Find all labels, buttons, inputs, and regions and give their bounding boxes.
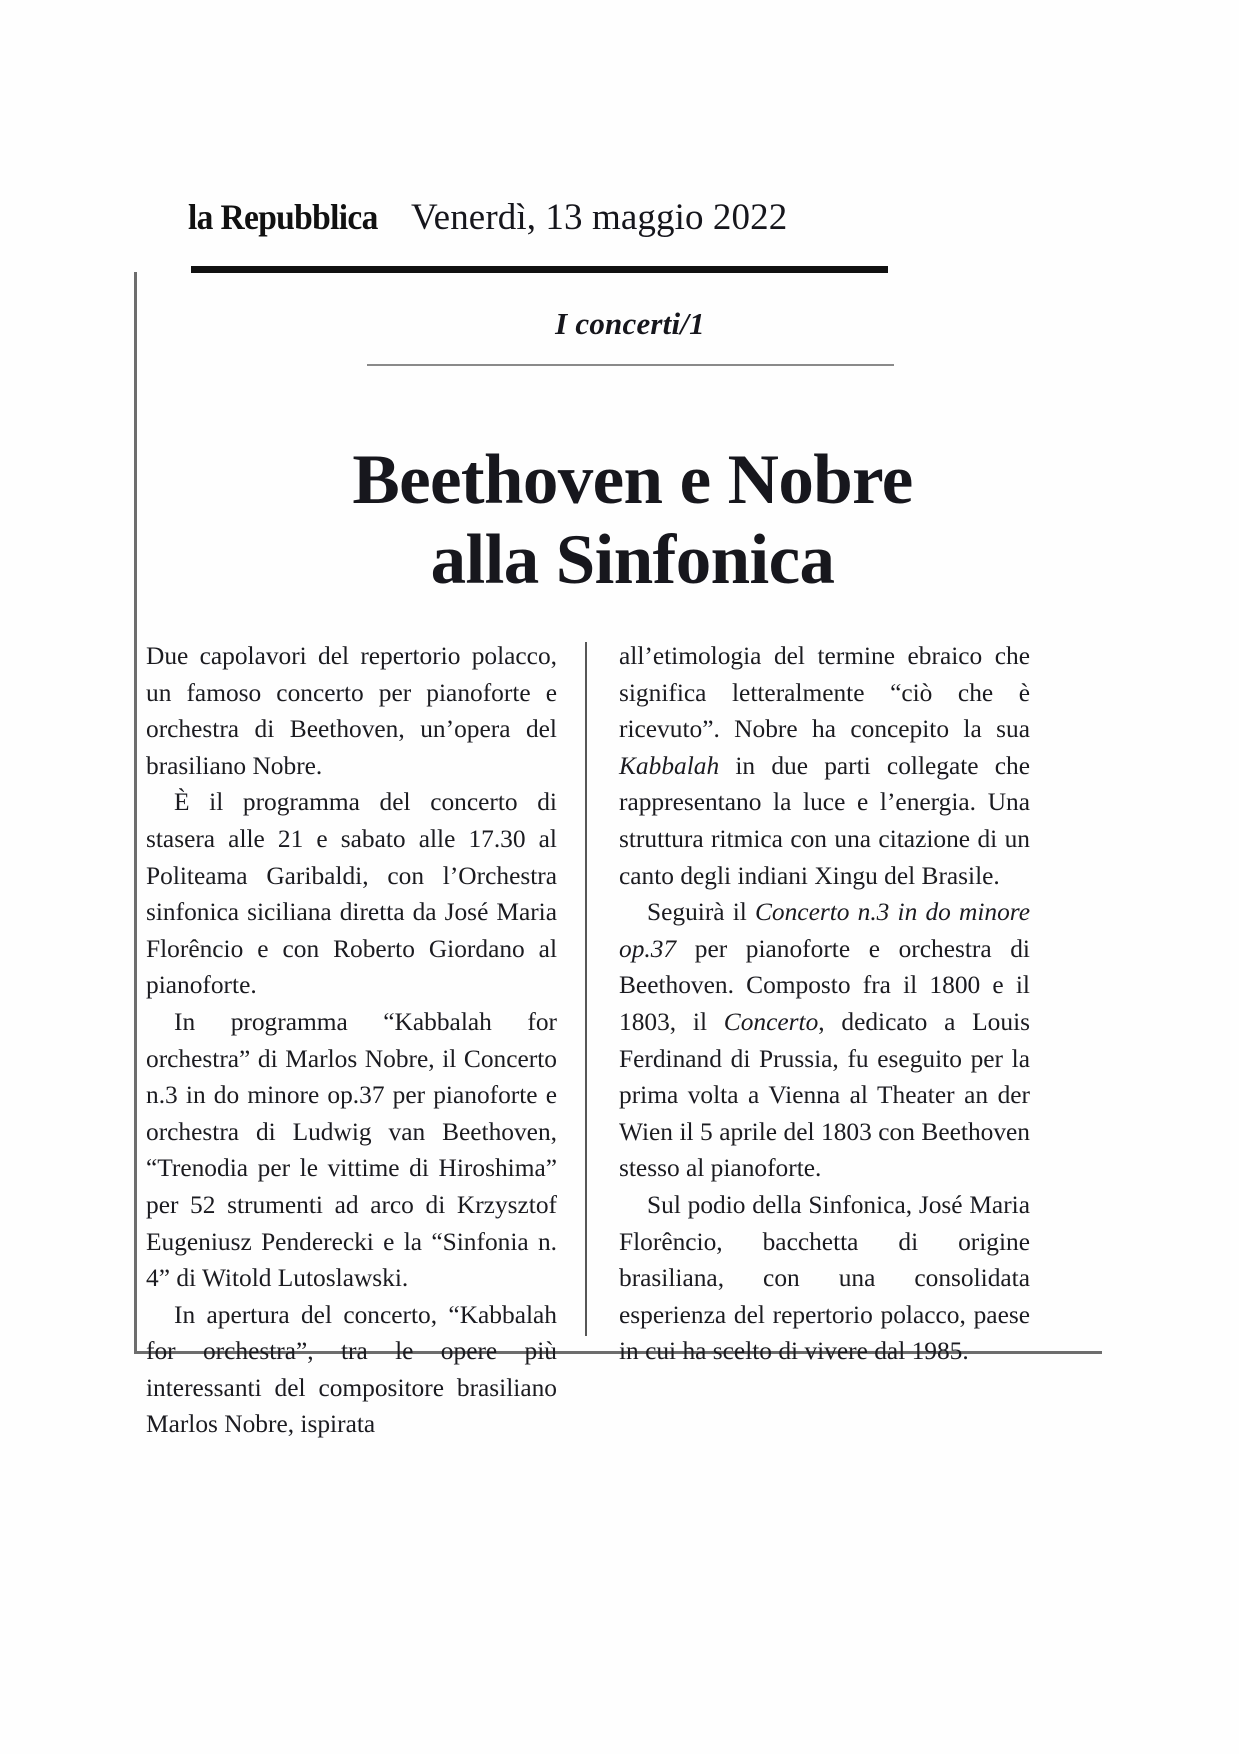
paragraph <box>619 894 1030 1187</box>
paragraph: È il programma del concerto di stasera alle 21 e sabato alle 17.30 al Politeama Garibaldi, con l’Orchestra sinfonica siciliana diretta da José Maria Florêncio e con Roberto Giordano al pianoforte. <box>146 788 557 1000</box>
paragraph: Due capolavori del repertorio polacco, un famoso concerto per pianoforte e orchestra di Beethoven, un’opera del brasiliano Nobre. <box>146 642 557 780</box>
paragraph-text: Seguirà il <box>647 898 755 927</box>
article-body <box>146 638 1092 1439</box>
article-column-right <box>619 638 1031 1366</box>
work-title-concerto: Concerto <box>723 1007 819 1036</box>
publication-name: la Repubblica <box>188 197 378 237</box>
paragraph-text: all’etimologia del termine ebraico che significa letteralmente “ciò che è ricevuto”. Nobre ha concepito la sua <box>619 642 1030 744</box>
work-title-kabbalah: Kabbalah <box>619 751 720 780</box>
masthead-rule <box>191 266 888 273</box>
article-headline <box>160 440 1105 600</box>
paragraph-text: in due parti collegate che rappresentano la luce e l’energia. Una struttura ritmica con una citazione di un canto degli indiani Xingu del Brasile. <box>619 751 1030 890</box>
paragraph: Sul podio della Sinfonica, José Maria Florêncio, bacchetta di origine brasiliana, con una consolidata esperienza del repertorio polacco, paese in cui ha scelto di vivere dal 1985. <box>619 1190 1030 1366</box>
masthead <box>188 196 888 239</box>
paragraph: In programma “Kabbalah for orchestra” di Marlos Nobre, il Concerto n.3 in do minore op.37 per pianoforte e orchestra di Ludwig van Beethoven, “Trenodia per le vittime di Hiroshima” per 52 strumenti ad arco di Krzysztof Eugeniusz Penderecki e la “Sinfonia n. 4” di Witold Lutoslawski. <box>146 1007 557 1293</box>
paragraph-text: , dedicato a Louis Ferdinand di Prussia, fu eseguito per la prima volta a Vienna al Theater an der Wien il 5 aprile del 1803 con Beethoven stesso al pianoforte. <box>619 1007 1031 1183</box>
article-kicker: I concerti/1 <box>555 306 705 341</box>
kicker-rule <box>367 364 894 366</box>
paragraph-text: per pianoforte e orchestra di Beethoven. Composto fra il 1800 e il 1803, il <box>619 934 1030 1036</box>
paragraph: In apertura del concerto, “Kabbalah for orchestra”, tra le opere più interessanti del compositore brasiliano Marlos Nobre, ispirata <box>146 1300 557 1439</box>
article-frame-left-rule <box>134 272 137 1354</box>
publication-date: Venerdì, 13 maggio 2022 <box>410 197 788 238</box>
column-separator-rule <box>585 642 587 1336</box>
paragraph <box>619 638 1030 894</box>
headline-line-1: Beethoven e Nobre <box>352 440 913 519</box>
headline-line-2: alla Sinfonica <box>430 520 835 599</box>
work-title-concerto-n3: Concerto n.3 in do minore op.37 <box>619 898 1030 963</box>
article-column-left <box>146 638 585 1439</box>
